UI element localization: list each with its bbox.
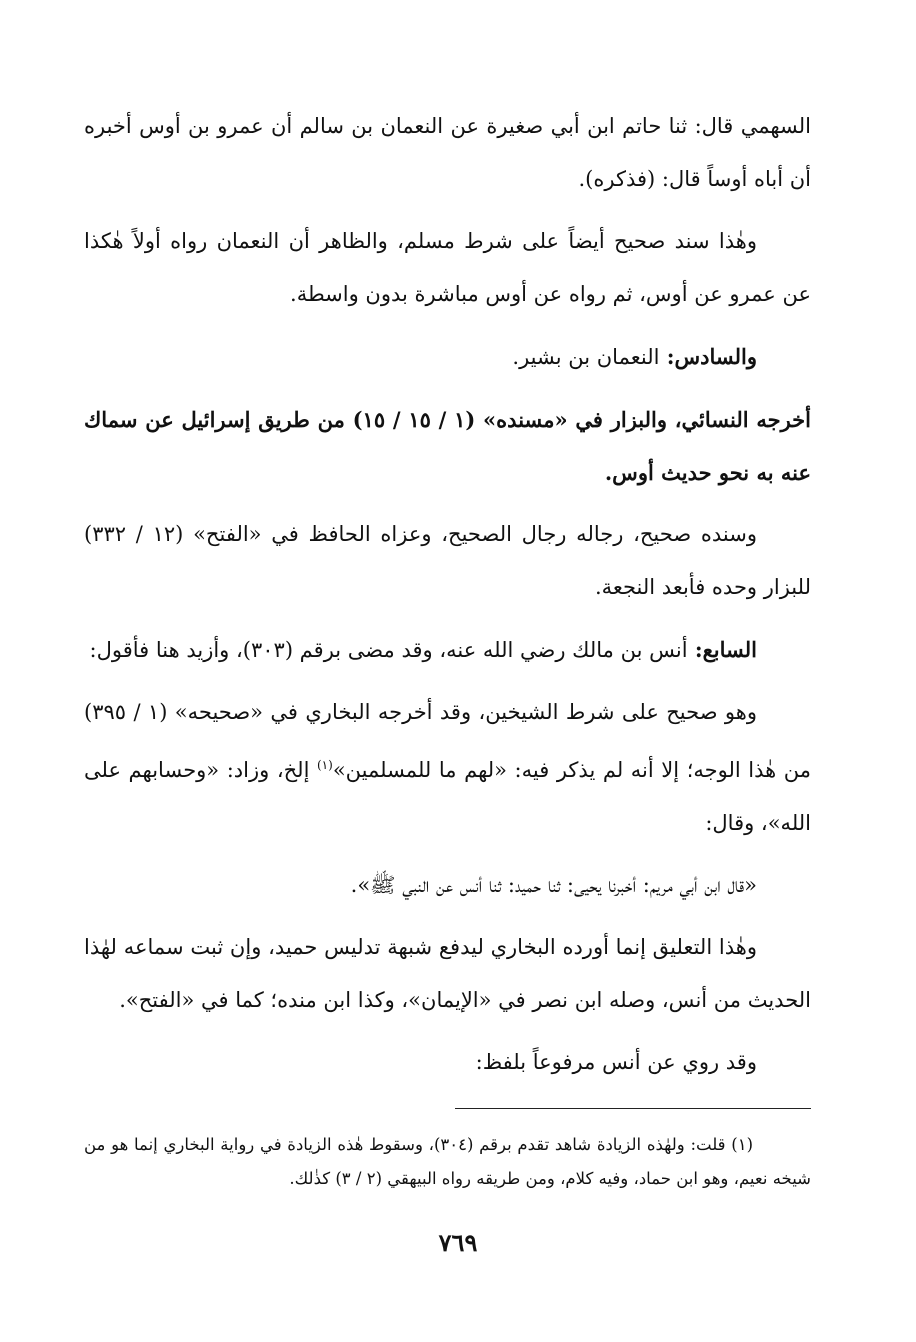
paragraph	[84, 921, 811, 1027]
page-number: ٧٦٩	[438, 1228, 478, 1257]
text-segment: وهٰذا سند صحيح أيضاً على شرط مسلم، والظاهر أن النعمان رواه أولاً هٰكذا عن عمرو عن أوس، ثم رواه عن أوس مباشرة بدون واسطة.	[84, 229, 811, 306]
text-segment: النعمان بن بشير.	[512, 345, 660, 369]
main-text-body	[84, 100, 811, 1098]
paragraph	[84, 100, 811, 206]
paragraph	[84, 215, 811, 321]
paragraph	[84, 393, 811, 499]
text-segment: وهو صحيح على شرط الشيخين، وقد أخرجه البخاري في «صحيحه» (١ / ٣٩٥) من هٰذا الوجه؛ إلا أنه لم يذكر فيه: «لهم ما للمسلمين»	[84, 700, 811, 782]
text-segment: السهمي قال: ثنا حاتم ابن أبي صغيرة عن النعمان بن سالم أن عمرو بن أوس أخبره أن أباه أوساً قال: (فذكره).	[84, 114, 811, 191]
text-segment: «قال ابن أبي مريم: أخبرنا يحيى: ثنا حميد: ثنا أنس عن النبي ﷺ».	[350, 873, 757, 897]
footnotes	[84, 1128, 811, 1196]
section-heading: والسادس:	[659, 344, 757, 369]
paragraph	[84, 859, 811, 912]
text-segment: أخرجه النسائي، والبزار في «مسنده» (١ / ١٥ / ١٥) من طريق إسرائيل عن سماك عنه به نحو حديث أوس.	[84, 407, 811, 485]
text-segment: وهٰذا التعليق إنما أورده البخاري ليدفع شبهة تدليس حميد، وإن ثبت سماعه لهٰذا الحديث من أنس، وصله ابن نصر في «الإيمان»، وكذا ابن منده؛ كما في «الفتح».	[84, 935, 811, 1012]
paragraph	[84, 686, 811, 850]
footnote-text: (١) قلت: ولهٰذه الزيادة شاهد تقدم برقم (٣٠٤)، وسقوط هٰذه الزيادة في رواية البخاري إنما هو من شيخه نعيم، وهو ابن حماد، وفيه كلام، ومن طريقه رواه البيهقي (٢ / ٣) كذٰلك.	[84, 1135, 811, 1188]
paragraph	[84, 508, 811, 614]
text-segment: وقد روي عن أنس مرفوعاً بلفظ:	[475, 1050, 757, 1074]
text-segment: وسنده صحيح، رجاله رجال الصحيح، وعزاه الحافظ في «الفتح» (١٢ / ٣٣٢) للبزار وحده فأبعد النجعة.	[84, 522, 811, 599]
paragraph	[84, 623, 811, 677]
text-segment: إلخ، وزاد: «وحسابهم على الله»، وقال:	[84, 758, 811, 835]
footnote-separator	[455, 1108, 811, 1109]
text-segment: أنس بن مالك رضي الله عنه، وقد مضى برقم (٣٠٣)، وأزيد هنا فأقول:	[89, 638, 688, 662]
paragraph	[84, 1036, 811, 1089]
footnote-marker: (١)	[316, 758, 333, 772]
paragraph	[84, 330, 811, 384]
section-heading: السابع:	[687, 637, 757, 662]
